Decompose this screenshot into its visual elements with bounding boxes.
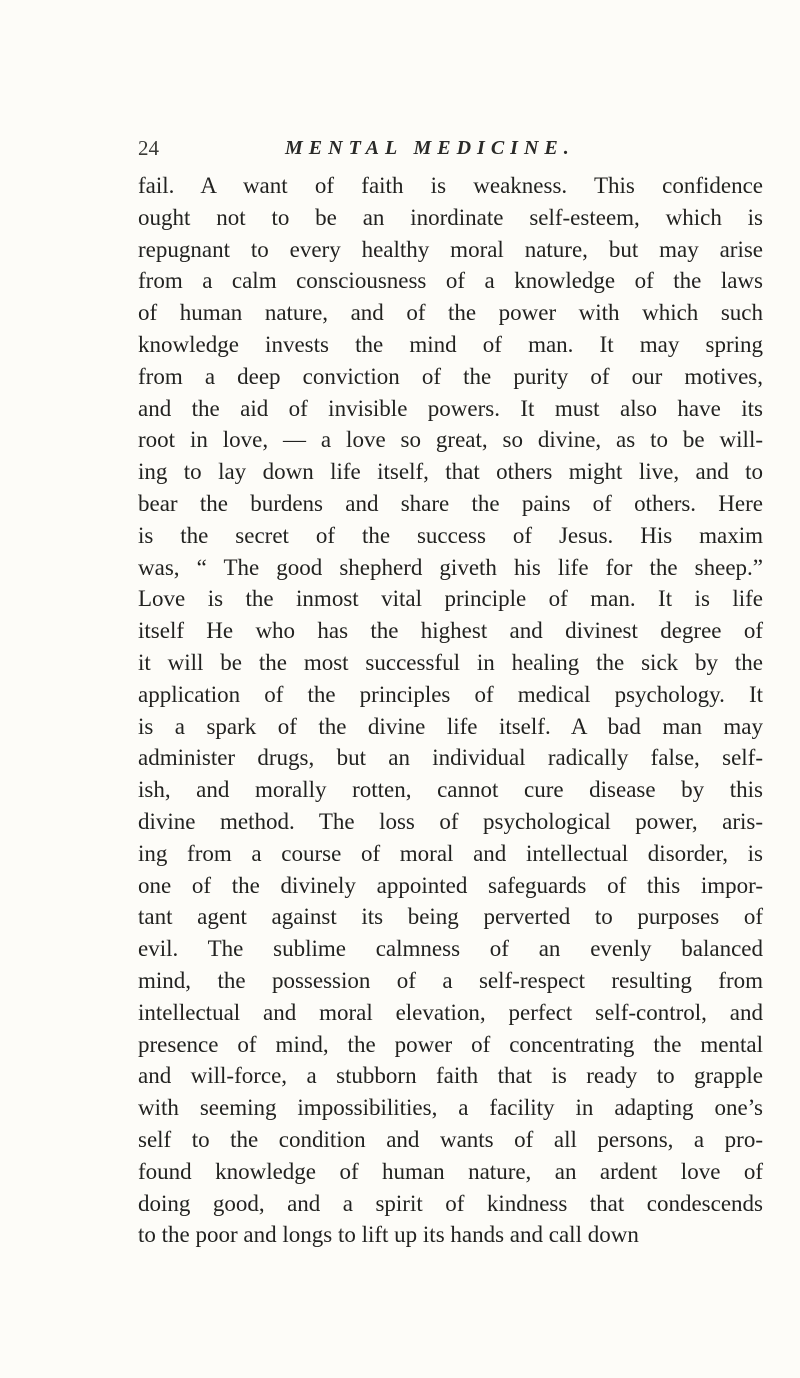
text-line: from a deep conviction of the purity of our motives, [138, 363, 763, 389]
text-line: Love is the inmost vital principle of man. It is life [138, 586, 763, 612]
text-line: evil. The sublime calmness of an evenly balanced [138, 936, 763, 962]
page-header [138, 133, 698, 163]
text-line: from a calm consciousness of a knowledge of the laws [138, 268, 763, 294]
text-line: bear the burdens and share the pains of others. Here [138, 490, 763, 516]
text-line: self to the condition and wants of all persons, a pro- [138, 1126, 763, 1152]
text-line: ing to lay down life itself, that others might live, and to [138, 459, 763, 485]
text-line: with seeming impossibilities, a facility in adapting one’s [138, 1095, 763, 1121]
text-line: of human nature, and of the power with which such [138, 300, 763, 326]
text-line: doing good, and a spirit of kindness that condescends [138, 1190, 763, 1216]
text-line: it will be the most successful in healing the sick by the [138, 649, 763, 675]
text-line: ing from a course of moral and intellectual disorder, is [138, 840, 763, 866]
text-line: ought not to be an inordinate self-esteem, which is [138, 204, 763, 230]
text-line: knowledge invests the mind of man. It may spring [138, 331, 763, 357]
text-line: and will-force, a stubborn faith that is ready to grapple [138, 1063, 763, 1089]
text-line: tant agent against its being perverted to purposes of [138, 904, 763, 930]
page-number: 24 [138, 136, 159, 160]
text-line: repugnant to every healthy moral nature, but may arise [138, 236, 763, 262]
text-line: mind, the possession of a self-respect resulting from [138, 967, 763, 993]
text-line: fail. A want of faith is weakness. This confidence [138, 173, 763, 198]
text-line: to the poor and longs to lift up its hands and call down [138, 1222, 639, 1248]
text-line: divine method. The loss of psychological power, aris- [138, 808, 763, 834]
text-line: presence of mind, the power of concentrating the mental [138, 1031, 763, 1057]
text-line: root in love, — a love so great, so divine, as to be will- [138, 427, 763, 453]
text-line: one of the divinely appointed safeguards of this impor- [138, 872, 763, 898]
text-line: intellectual and moral elevation, perfect self-control, and [138, 999, 763, 1025]
text-line: found knowledge of human nature, an ardent love of [138, 1158, 763, 1184]
text-line: administer drugs, but an individual radically false, self- [138, 745, 763, 771]
running-title: MENTAL MEDICINE. [285, 137, 575, 159]
text-line: itself He who has the highest and divinest degree of [138, 618, 763, 644]
body-text [138, 170, 763, 1251]
text-line: was, “ The good shepherd giveth his life for the sheep.” [138, 554, 763, 580]
text-line: application of the principles of medical psychology. It [138, 681, 763, 707]
text-line: ish, and morally rotten, cannot cure disease by this [138, 777, 763, 803]
text-line: and the aid of invisible powers. It must also have its [138, 395, 763, 421]
text-line: is a spark of the divine life itself. A bad man may [138, 713, 763, 739]
text-line: is the secret of the success of Jesus. His maxim [138, 522, 763, 548]
